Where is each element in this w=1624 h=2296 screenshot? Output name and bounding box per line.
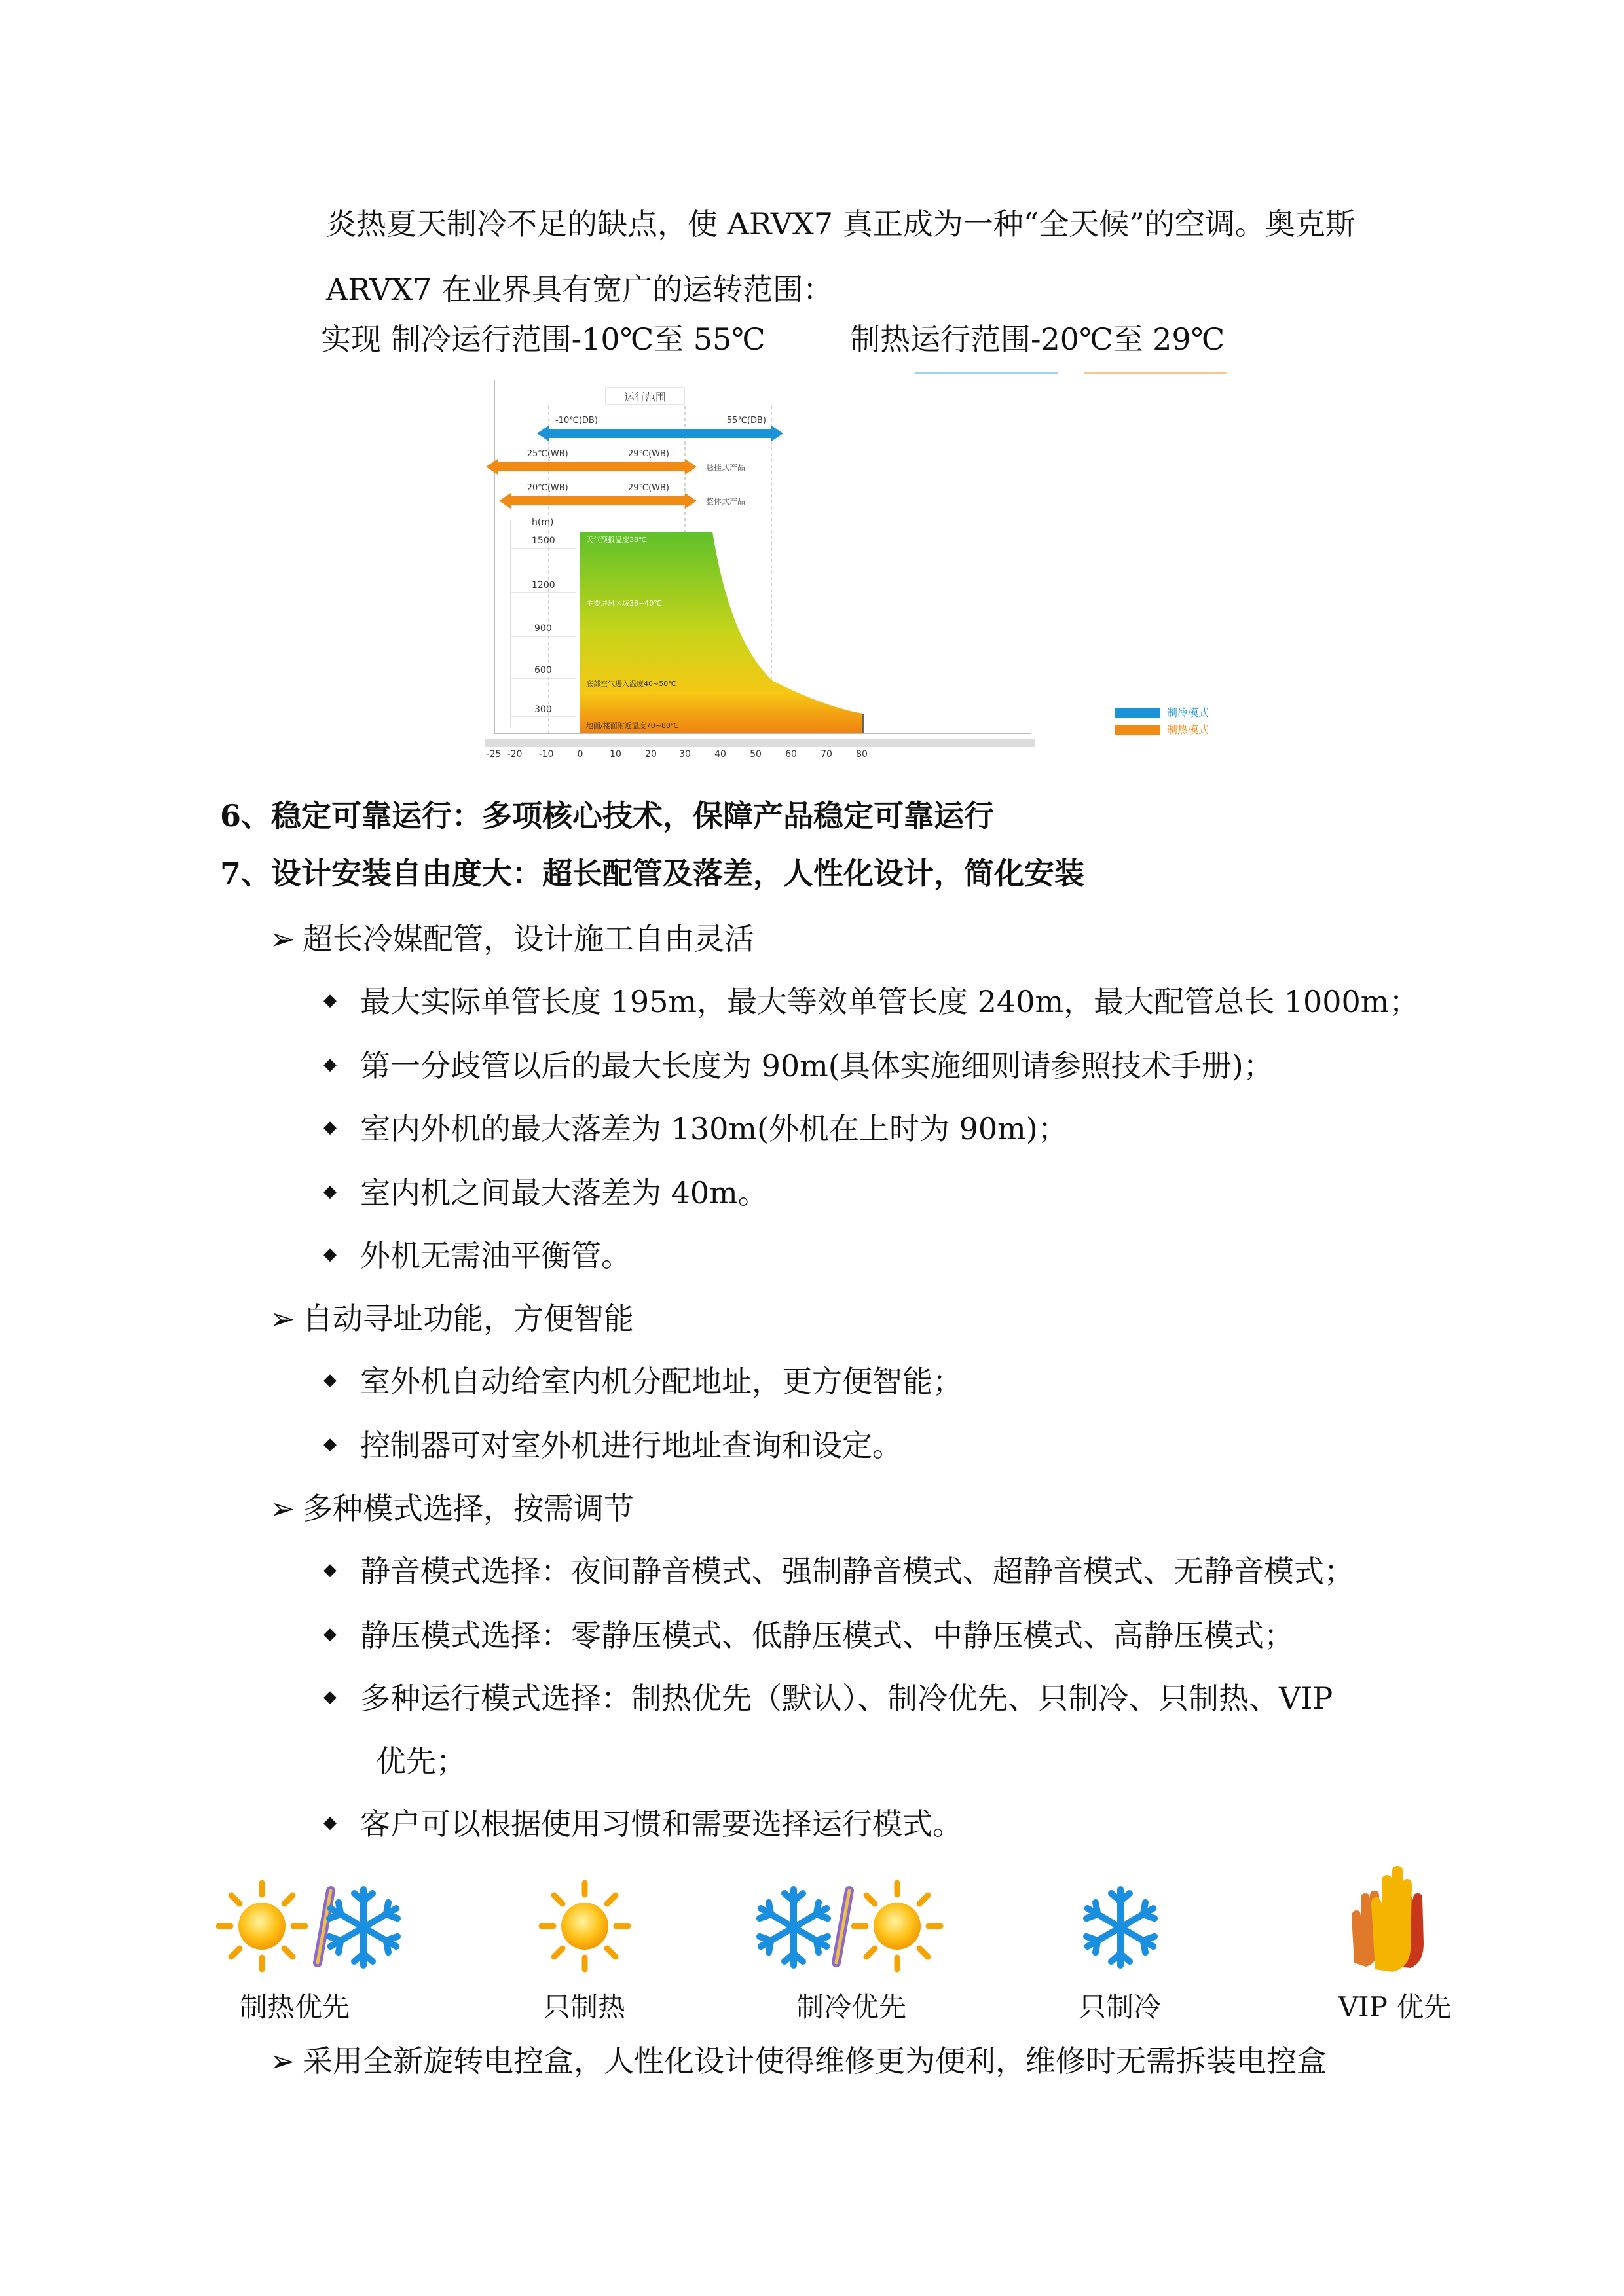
mode-label-cool-only: 只制冷 [1078,1991,1161,2023]
x-tick: 70 [821,749,832,759]
heat-bar2-right: 29℃(WB) [627,483,669,493]
mode-label-heat-priority: 制热优先 [239,1991,350,2023]
arrow-bullet-icon: ➢ [270,1301,295,1336]
heat-bar2-tag: 整体式产品 [706,497,746,506]
diamond-bullet-icon: ◆ [323,1687,337,1707]
list-item-continuation: 优先； [376,1743,466,1779]
cool-underline [915,372,1058,374]
heat-bar1-tag: 悬挂式产品 [706,463,746,472]
list-item [323,1552,1354,1594]
x-tick: 0 [577,749,583,759]
x-tick: 20 [645,749,657,759]
list-item [323,1109,1068,1151]
zone-label: 天气预报温度38℃ [586,536,647,544]
diamond-bullet-icon: ◆ [323,991,337,1010]
diamond-bullet-icon: ◆ [323,1624,337,1644]
list-item-text: 控制器可对室外机进行地址查询和设定。 [360,1428,902,1463]
snowflake-icon [1071,1879,1170,1977]
arrow-bullet-icon: ➢ [270,921,295,957]
hands-icon [1342,1865,1434,1977]
list-item-text: 多种运行模式选择：制热优先（默认）、制冷优先、只制冷、只制热、VIP [360,1681,1333,1716]
list-item-text: 室内机之间最大落差为 40m。 [360,1175,768,1211]
y-tick: 900 [534,623,552,634]
diamond-bullet-icon: ◆ [323,1055,337,1074]
list-item-text: 静音模式选择：夜间静音模式、强制静音模式、超静音模式、无静音模式； [360,1554,1354,1589]
diamond-bullet-icon: ◆ [323,1813,337,1832]
diamond-bullet-icon: ◆ [323,1182,337,1201]
legend-heat-label: 制热模式 [1167,723,1209,736]
zone-label: 底部空气进入温度40~50℃ [586,680,676,688]
zone-label: 主要进风区域38~40℃ [586,599,662,608]
y-tick: 300 [534,704,552,715]
list-item [323,1804,963,1846]
y-unit: h(m) [532,517,554,528]
x-tick: -20 [507,749,523,759]
list-item [323,1679,1333,1721]
zone-label: 地面/楼面附近温度70~80℃ [586,721,679,730]
x-tick: -25 [486,749,502,759]
x-tick: 80 [856,749,868,759]
mode-label-heat-only: 只制热 [542,1991,625,2023]
list-item [323,1173,768,1215]
list-item [323,982,1419,1024]
y-tick: 1200 [532,580,555,591]
list-item-text: 静压模式选择：零静压模式、低静压模式、中静压模式、高静压模式； [360,1618,1294,1653]
sub2-heading [270,1299,634,1338]
x-tick: 50 [750,749,762,759]
list-item-text: 室内外机的最大落差为 130m(外机在上时为 90m)； [360,1111,1068,1146]
intro-line-3a: 实现 制冷运行范围-10℃至 55℃ [321,321,766,357]
sub4-title: 采用全新旋转电控盒，人性化设计使得维修更为便利，维修时无需拆装电控盒 [303,2043,1327,2079]
section-7-heading: 7、设计安装自由度大：超长配管及落差，人性化设计，简化安装 [220,856,1085,891]
list-item [323,1616,1294,1658]
legend-cool-label: 制冷模式 [1167,706,1209,719]
heat-bar1-right: 29℃(WB) [627,449,669,459]
x-tick: 40 [714,749,726,759]
sub1-title: 超长冷媒配管，设计施工自由灵活 [303,921,754,957]
y-tick: 600 [534,665,552,676]
diamond-bullet-icon: ◆ [323,1560,337,1580]
sub3-title: 多种模式选择，按需调节 [303,1491,634,1526]
mode-label-cool-priority: 制冷优先 [796,1991,906,2023]
cool-bar-left: -10℃(DB) [555,416,598,426]
arrow-bullet-icon: ➢ [270,1491,295,1526]
x-tick: 10 [610,749,621,759]
heat-bar2-left: -20℃(WB) [524,483,568,493]
list-item-text: 外机无需油平衡管。 [360,1238,631,1273]
intro-line-2: ARVX7 在业界具有宽广的运转范围： [326,272,834,307]
list-item [323,1426,902,1468]
mode-label-vip-priority: VIP 优先 [1338,1991,1452,2023]
legend-cool-swatch [1115,708,1160,718]
sub2-title: 自动寻址功能，方便智能 [303,1301,634,1336]
list-item-text: 室外机自动给室内机分配地址，更方便智能； [360,1364,963,1399]
diamond-bullet-icon: ◆ [323,1434,337,1454]
figure-title: 运行范围 [623,391,667,403]
section-6-heading: 6、稳定可靠运行：多项核心技术，保障产品稳定可靠运行 [220,798,995,833]
heat-underline [1084,372,1227,374]
sub3-heading [270,1489,634,1528]
list-item-text: 第一分歧管以后的最大长度为 90m(具体实施细则请参照技术手册)； [360,1048,1274,1084]
x-tick: -10 [538,749,554,759]
list-item [323,1236,631,1278]
list-item-text: 客户可以根据使用习惯和需要选择运行模式。 [360,1806,963,1842]
list-item-text: 最大实际单管长度 195m，最大等效单管长度 240m，最大配管总长 1000m； [360,984,1420,1019]
intro-line-1: 炎热夏天制冷不足的缺点，使 ARVX7 真正成为一种“全天候”的空调。奥克斯 [326,206,1356,242]
diamond-bullet-icon: ◆ [323,1118,337,1137]
diamond-bullet-icon: ◆ [323,1245,337,1264]
sub4-heading [270,2041,1327,2081]
temperature-area [580,532,863,733]
y-tick: 1500 [532,536,555,546]
list-item [323,1046,1274,1088]
list-item [323,1362,963,1404]
x-tick: 30 [679,749,691,759]
arrow-bullet-icon: ➢ [270,2043,295,2079]
sun-snowflake-icon [216,1879,406,1977]
intro-line-3b: 制热运行范围-20℃至 29℃ [850,321,1225,357]
cool-bar-right: 55℃(DB) [726,416,766,426]
snowflake-sun-icon [754,1879,944,1977]
sub1-heading [270,919,754,958]
legend-heat-swatch [1115,725,1160,735]
operating-range-figure [485,380,1244,759]
diamond-bullet-icon: ◆ [323,1370,337,1390]
sun-icon [536,1879,634,1977]
heat-bar1-left: -25℃(WB) [524,449,568,459]
x-tick: 60 [785,749,797,759]
